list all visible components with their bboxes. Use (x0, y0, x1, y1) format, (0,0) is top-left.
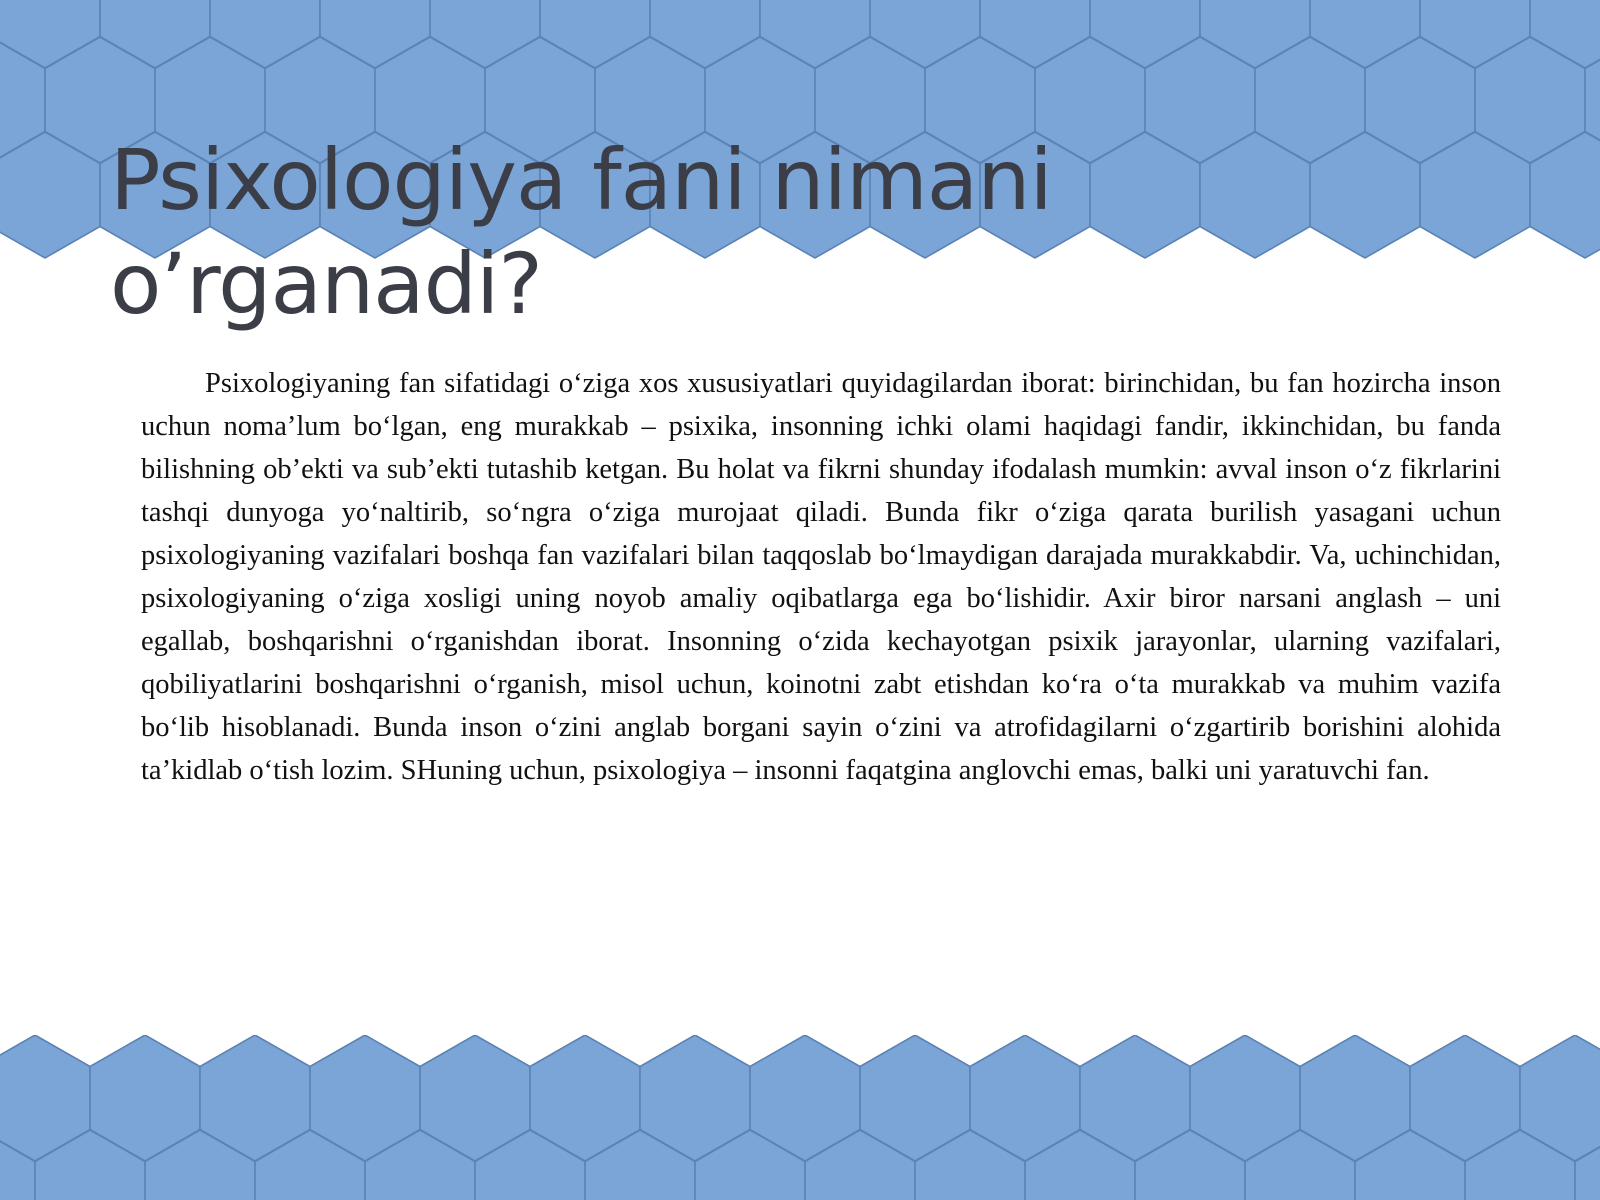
slide-body-paragraph: Psixologiyaning fan sifatidagi o‘ziga xos xususiyatlari quyidagilardan iborat: birinchidan, bu fan hozircha inson uchun noma’lum bo‘lgan, eng murakkab – psixika, insonning ichki olami haqidagi fandir, ikkinchidan, bu fanda bilishning ob’ekti va sub’ekti tutashib ketgan. Bu holat va fikrni shunday ifodalash mumkin: avval inson o‘z fikrlarini tashqi dunyoga yo‘naltirib, so‘ngra o‘ziga murojaat qiladi. Bunda fikr o‘ziga qarata burilish yasagani uchun psixologiyaning vazifalari boshqa fan vazifalari bilan taqqoslab bo‘lmaydigan darajada murakkabdir. Va, uchinchidan, psixologiyaning o‘ziga xosligi uning noyob amaliy oqibatlarga ega bo‘lishidir. Axir biror narsani anglash – uni egallab, boshqarishni o‘rganishdan iborat. Insonning o‘zida kechayotgan psixik jarayonlar, ularning vazifalari, qobiliyatlarini boshqarishni o‘rganish, misol uchun, koinotni zabt etishdan ko‘ra o‘ta murakkab va muhim vazifa bo‘lib hisoblanadi. Bunda inson o‘zini anglab borgani sayin o‘zini va atrofidagilarni o‘zgartirib borishini alohida ta’kidlab o‘tish lozim. SHuning uchun, psixologiya – insonni faqatgina anglovchi emas, balki uni yaratuvchi fan. (141, 368, 1501, 786)
slide-title: Psixologiya fani nimani o’rganadi? (110, 131, 1052, 333)
bottom-hexagon-pattern (0, 1035, 1600, 1200)
